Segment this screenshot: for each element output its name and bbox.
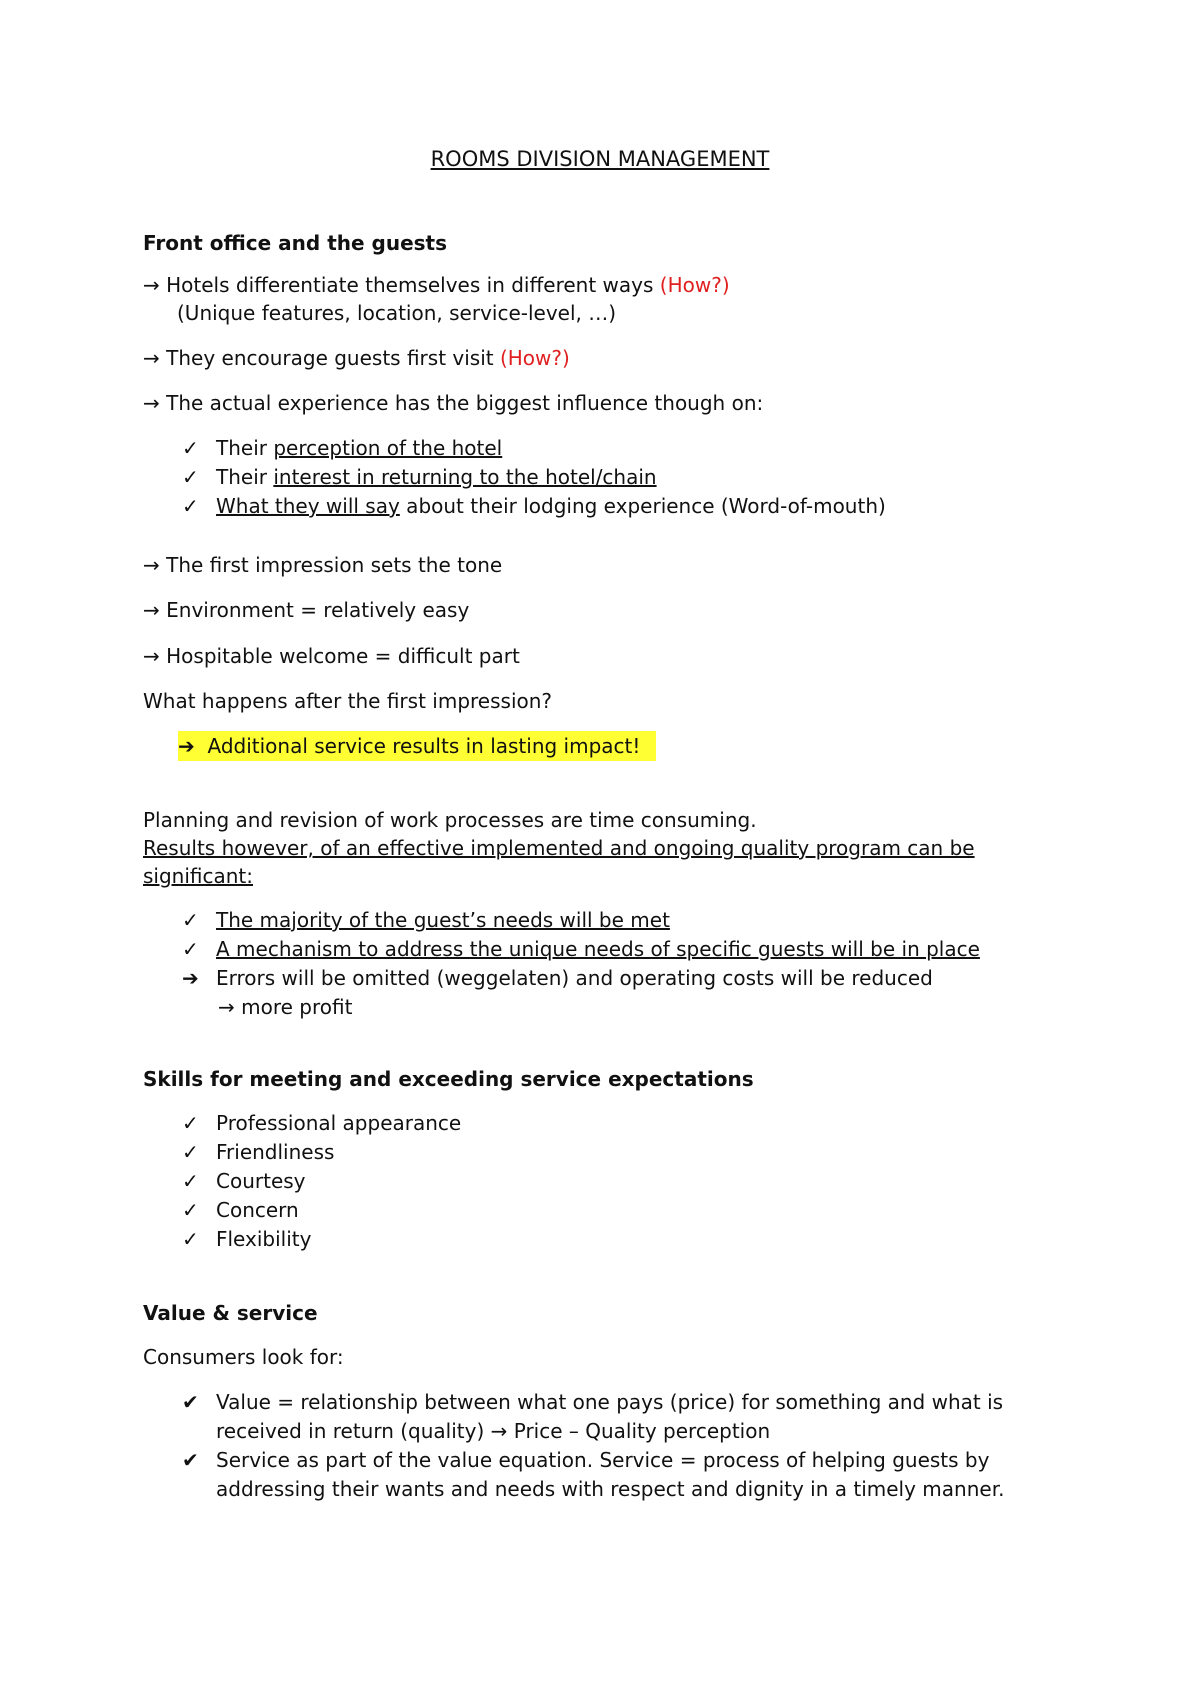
intro-line: Consumers look for:: [143, 1345, 344, 1369]
check-icon: ✓: [182, 1140, 199, 1164]
text: Environment = relatively easy: [166, 598, 470, 622]
arrow-icon: →: [218, 995, 235, 1019]
check-icon: ✓: [182, 1227, 199, 1251]
text: The actual experience has the biggest influence though on:: [166, 391, 764, 415]
check-icon: ✓: [182, 1198, 199, 1222]
arrow-icon: →: [143, 644, 160, 668]
section-heading-value: Value & service: [143, 1301, 318, 1325]
list-item: Concern: [216, 1198, 299, 1222]
text: more profit: [241, 995, 353, 1019]
list-item: The majority of the guest’s needs will be met: [216, 908, 670, 932]
paragraph-experience: [143, 390, 763, 416]
section-heading-front-office: Front office and the guests: [143, 231, 448, 255]
paragraph-first-impression: [143, 552, 502, 578]
check-icon: ✓: [182, 436, 199, 460]
question: What happens after the first impression?: [143, 689, 553, 713]
text: about their lodging experience (Word-of-mouth): [399, 494, 886, 518]
significant-line: significant:: [143, 864, 254, 888]
list-item-line: addressing their wants and needs with respect and dignity in a timely manner.: [216, 1477, 1005, 1501]
underlined-text: What they will say: [216, 494, 400, 518]
paragraph-encourage: [143, 345, 570, 371]
arrow-icon: →: [143, 273, 160, 297]
list-item-line: Value = relationship between what one pays (price) for something and what is: [216, 1390, 1004, 1414]
list-item: A mechanism to address the unique needs of specific guests will be in place: [216, 937, 980, 961]
planning-line: Planning and revision of work processes are time consuming.: [143, 808, 757, 832]
list-item: Errors will be omitted (weggelaten) and operating costs will be reduced: [216, 966, 933, 990]
text: They encourage guests first visit: [166, 346, 500, 370]
check-icon: ✓: [182, 494, 199, 518]
section-heading-skills: Skills for meeting and exceeding service expectations: [143, 1067, 754, 1091]
text: Their: [216, 465, 274, 489]
text: Their: [216, 436, 274, 460]
arrow-icon: →: [143, 553, 160, 577]
text: Additional service results in lasting impact!: [207, 734, 641, 758]
check-icon: ✓: [182, 937, 199, 961]
list-item: [216, 435, 502, 461]
check-icon: ✓: [182, 1169, 199, 1193]
paragraph-environment: [143, 597, 469, 623]
text: The first impression sets the tone: [166, 553, 503, 577]
underlined-text: interest in returning to the hotel/chain: [273, 465, 657, 489]
list-item: [216, 493, 886, 519]
text: Hospitable welcome = difficult part: [166, 644, 520, 668]
page-title: ROOMS DIVISION MANAGEMENT: [430, 147, 770, 171]
check-icon: ✓: [182, 1111, 199, 1135]
heavy-check-icon: ✔: [182, 1448, 199, 1472]
list-item: Friendliness: [216, 1140, 335, 1164]
check-icon: ✓: [182, 908, 199, 932]
highlighted-item: [178, 733, 656, 759]
bold-arrow-icon: ➔: [178, 734, 195, 758]
list-item: [216, 464, 657, 490]
arrow-icon: →: [143, 346, 160, 370]
how-question: (How?): [499, 346, 570, 370]
list-item: Courtesy: [216, 1169, 306, 1193]
profit-line: [218, 994, 352, 1020]
highlight: [178, 731, 656, 761]
how-question: (How?): [659, 273, 730, 297]
text: Hotels differentiate themselves in different ways: [166, 273, 660, 297]
heavy-check-icon: ✔: [182, 1390, 199, 1414]
arrow-icon: →: [143, 391, 160, 415]
underlined-text: perception of the hotel: [273, 436, 503, 460]
list-item-line: received in return (quality) → Price – Quality perception: [216, 1419, 771, 1443]
list-item: Professional appearance: [216, 1111, 462, 1135]
results-line: Results however, of an effective implemented and ongoing quality program can be: [143, 836, 975, 860]
paragraph-welcome: [143, 643, 520, 669]
bold-arrow-icon: ➔: [182, 966, 199, 990]
arrow-icon: →: [143, 598, 160, 622]
check-icon: ✓: [182, 465, 199, 489]
list-item: Flexibility: [216, 1227, 312, 1251]
list-item-line: Service as part of the value equation. Service = process of helping guests by: [216, 1448, 990, 1472]
paragraph-differentiate-sub: (Unique features, location, service-level, …): [177, 301, 617, 325]
paragraph-differentiate: [143, 272, 730, 298]
